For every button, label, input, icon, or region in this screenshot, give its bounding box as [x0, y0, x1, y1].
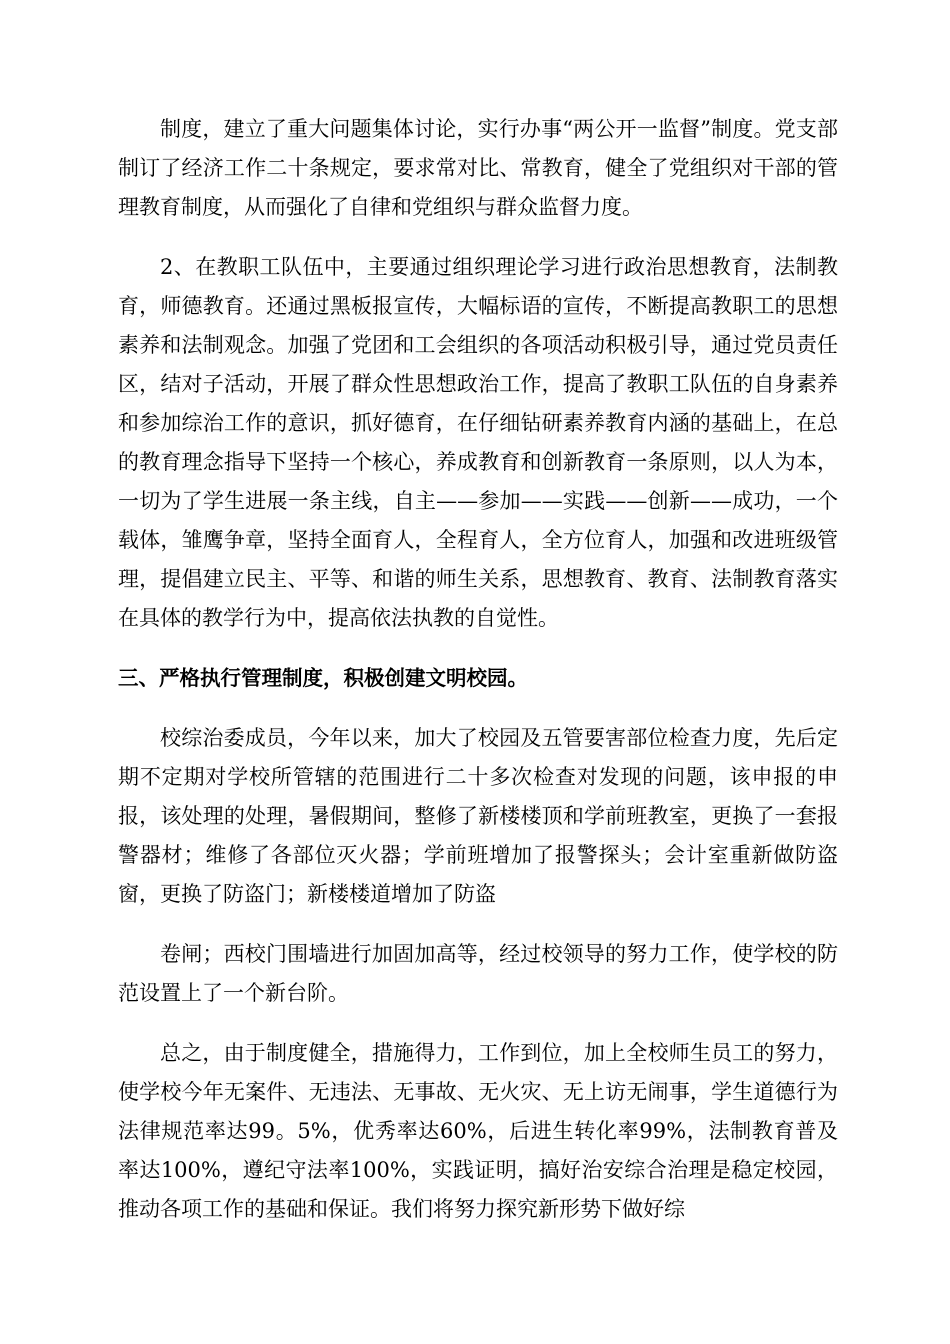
document-page	[118, 110, 838, 1229]
paragraph-gap	[118, 698, 838, 719]
paragraph-gap	[118, 1013, 838, 1034]
section-heading-three: 三、严格执行管理制度，积极创建文明校园。	[118, 666, 528, 690]
paragraph-summary: 总之，由于制度健全，措施得力，工作到位，加上全校师生员工的努力，使学校今年无案件、无违法、无事故、无火灾、无上访无闹事，学生道德行为法律规范率达99。5%，优秀率达60%，后进生转化率99%，法制教育普及率达100%，遵纪守法率100%，实践证明，搞好治安综合治理是稳定校园，推动各项工作的基础和保证。我们将努力探究新形势下做好综	[118, 1041, 838, 1221]
paragraph-system-rules: 制度，建立了重大问题集体讨论，实行办事“两公开一监督”制度。党支部制订了经济工作二十条规定，要求常对比、常教育，健全了党组织对干部的管理教育制度，从而强化了自律和党组织与群众监督力度。	[118, 117, 838, 219]
paragraph-staff-education: 2、在教职工队伍中，主要通过组织理论学习进行政治思想教育，法制教育，师德教育。还通过黑板报宣传，大幅标语的宣传，不断提高教职工的思想素养和法制观念。加强了党团和工会组织的各项活动积极引导，通过党员责任区，结对子活动，开展了群众性思想政治工作，提高了教职工队伍的自身素养和参加综治工作的意识，抓好德育，在仔细钻研素养教育内涵的基础上，在总的教育理念指导下坚持一个核心，养成教育和创新教育一条原则，以人为本，一切为了学生进展一条主线，自主——参加——实践——创新——成功，一个载体，雏鹰争章，坚持全面育人，全程育人，全方位育人，加强和改进班级管理，提倡建立民主、平等、和谐的师生关系，思想教育、教育、法制教育落实在具体的教学行为中，提高依法执教的自觉性。	[118, 255, 838, 630]
paragraph-campus-inspection: 校综治委成员，今年以来，加大了校园及五管要害部位检查力度，先后定期不定期对学校所管辖的范围进行二十多次检查对发现的问题，该申报的申报，该处理的处理，暑假期间，整修了新楼楼顶和学前班教室，更换了一套报警器材；维修了各部位灭火器；学前班增加了报警探头；会计室重新做防盗窗，更换了防盗门；新楼楼道增加了防盗	[118, 726, 838, 906]
paragraph-gap	[118, 227, 838, 248]
paragraph-gap	[118, 914, 838, 935]
paragraph-security-upgrade: 卷闸；西校门围墙进行加固加高等，经过校领导的努力工作，使学校的防范设置上了一个新台阶。	[118, 942, 838, 1005]
paragraph-gap	[118, 638, 838, 659]
